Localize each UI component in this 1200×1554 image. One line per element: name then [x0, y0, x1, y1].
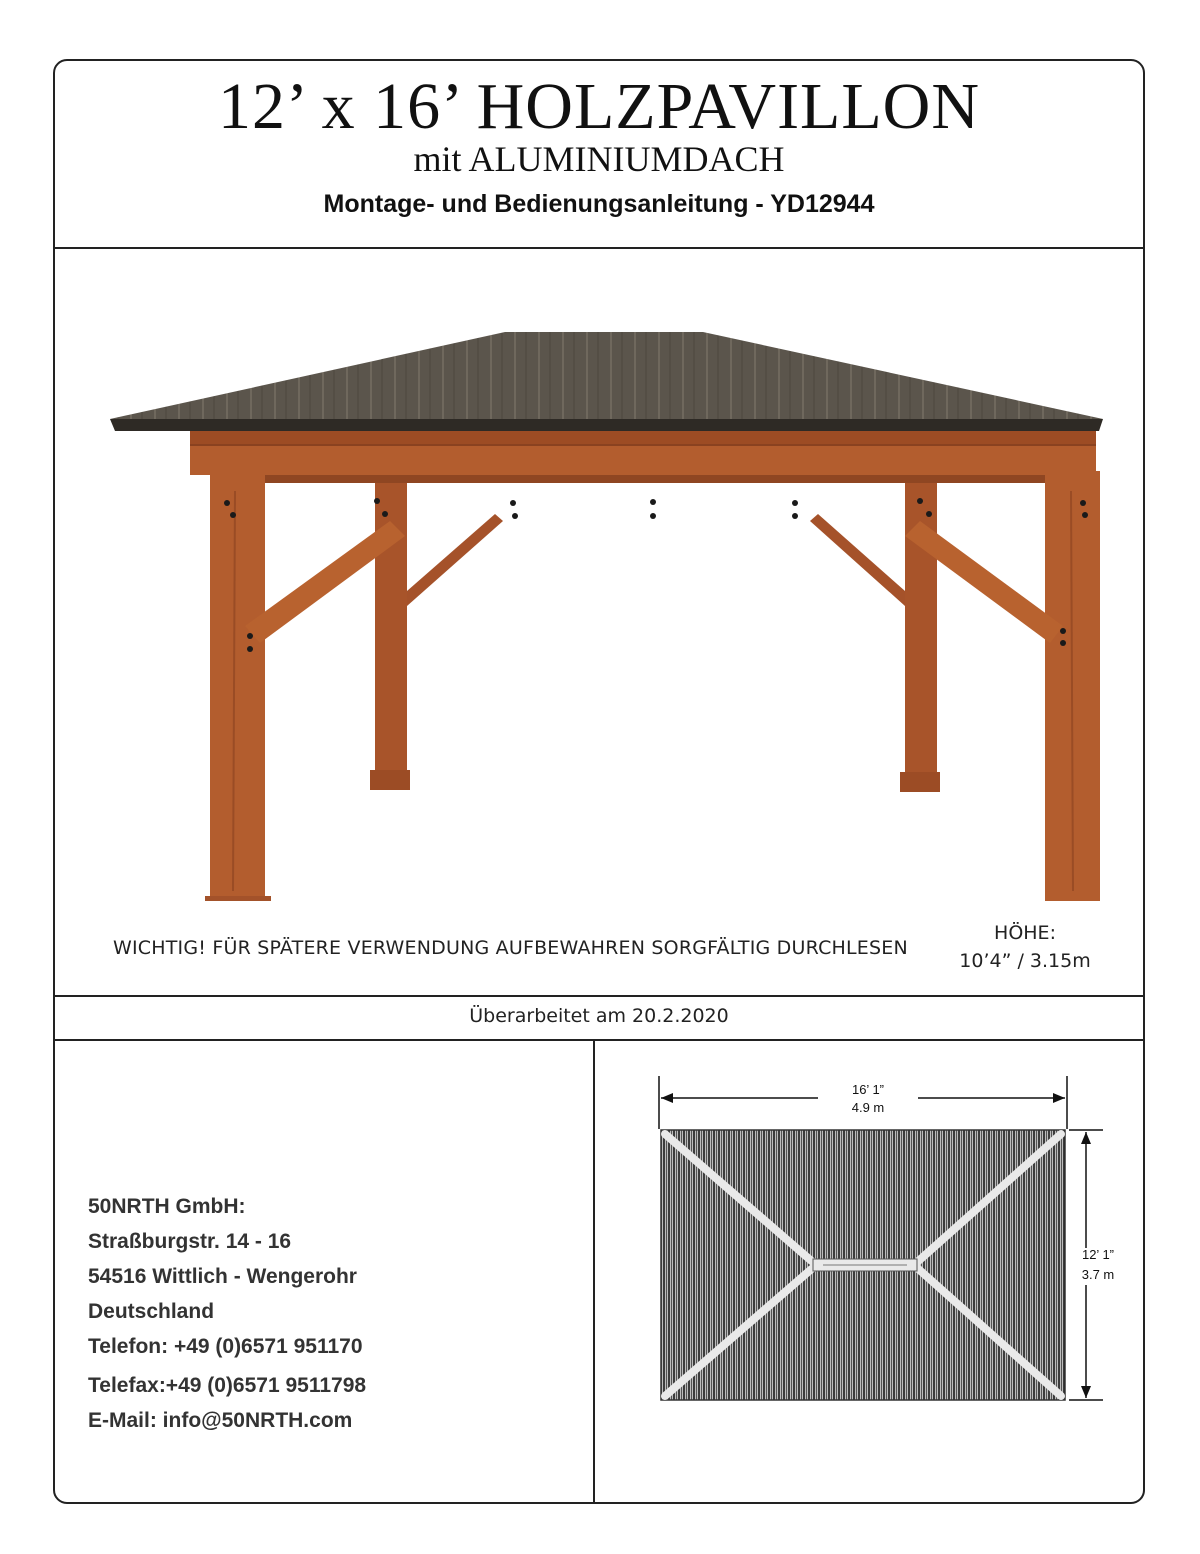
roof-fascia — [110, 419, 1103, 431]
beam-top — [190, 431, 1096, 445]
fax-number: Telefax:+49 (0)6571 9511798 — [88, 1374, 367, 1397]
country: Deutschland — [88, 1300, 215, 1323]
divider — [55, 247, 1143, 249]
roof-panel — [110, 332, 1103, 419]
document-subtitle: mit ALUMINIUMDACH — [413, 139, 785, 179]
column-divider — [593, 1041, 595, 1502]
roof-plan-drawing — [653, 1073, 1123, 1423]
divider — [55, 995, 1143, 997]
width-imperial-label: 16’ 1” — [851, 1082, 885, 1097]
warning-notice: WICHTIG! FÜR SPÄTERE VERWENDUNG AUFBEWAHREN SORGFÄLTIG DURCHLESEN — [113, 937, 908, 959]
post-base-rear-left — [370, 770, 410, 790]
gazebo-illustration — [105, 321, 1105, 901]
revision-date: Überarbeitet am 20.2.2020 — [469, 1005, 729, 1027]
street-address: Straßburgstr. 14 - 16 — [88, 1230, 292, 1253]
contact-block — [88, 1189, 366, 1438]
height-label: HÖHE: — [994, 922, 1056, 944]
post-base-rear-right — [900, 772, 940, 792]
post-rear-left — [375, 451, 407, 771]
depth-metric-label: 3.7 m — [1081, 1267, 1115, 1282]
email-address: E-Mail: info@50NRTH.com — [88, 1409, 353, 1432]
brace-rear-right — [810, 514, 905, 606]
divider — [55, 1039, 1143, 1041]
beam-underside — [235, 475, 1045, 483]
height-value: 10’4” / 3.15m — [959, 950, 1091, 972]
company-name: 50NRTH GmbH: — [88, 1195, 246, 1218]
document-title: 12’ x 16’ HOLZPAVILLON — [217, 70, 981, 143]
document-frame — [53, 59, 1145, 1504]
width-metric-label: 4.9 m — [851, 1100, 885, 1115]
post-front-left — [210, 471, 265, 901]
manual-title: Montage- und Bedienungsanleitung - YD12944 — [323, 190, 875, 218]
city-address: 54516 Wittlich - Wengerohr — [88, 1265, 357, 1288]
post-base-front-left — [205, 896, 271, 901]
beam-main — [190, 445, 1096, 475]
brace-rear-left — [407, 514, 503, 606]
depth-imperial-label: 12’ 1” — [1081, 1247, 1115, 1262]
height-spec — [955, 919, 1095, 975]
phone-number: Telefon: +49 (0)6571 951170 — [88, 1335, 363, 1358]
